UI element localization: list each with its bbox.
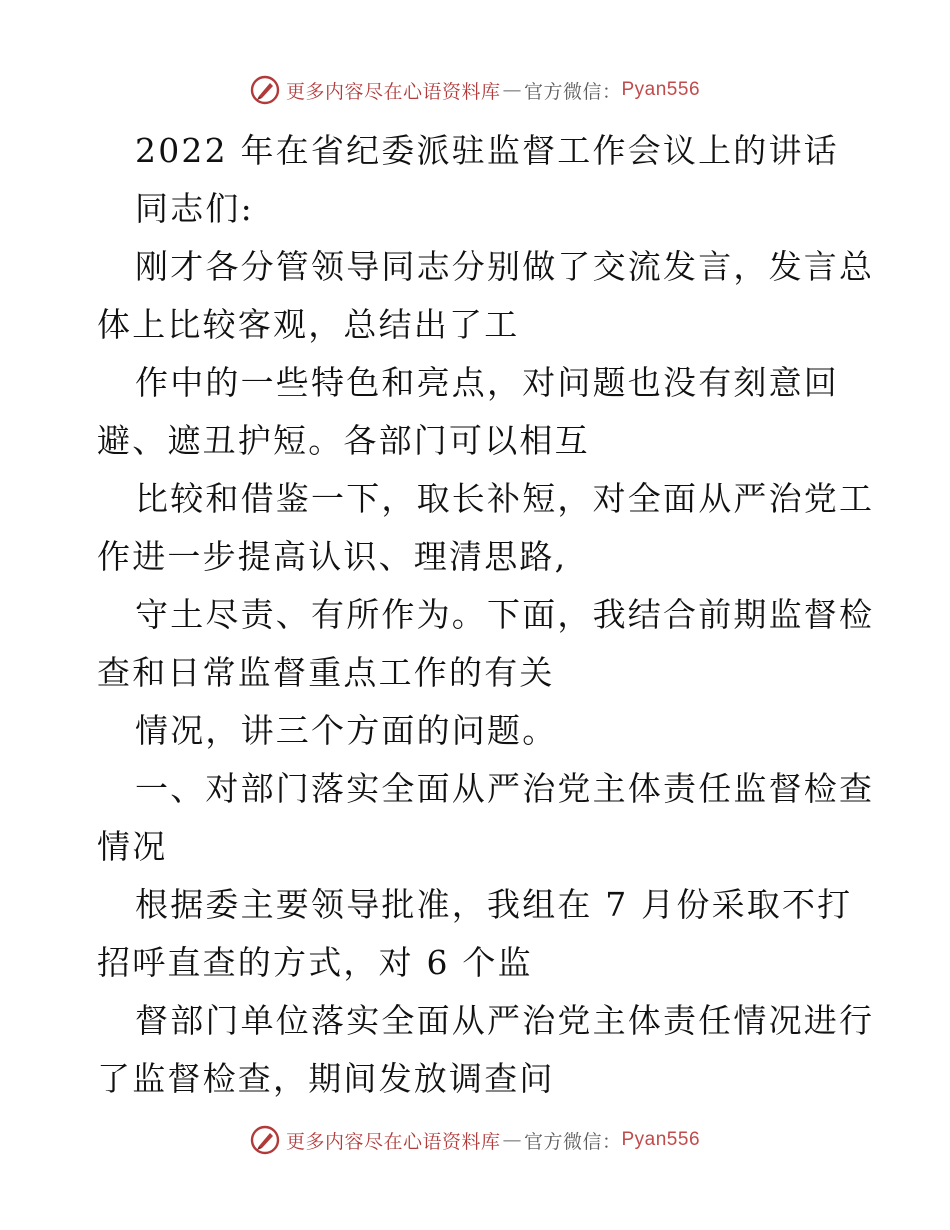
text-line: 督部门单位落实全面从严治党主体责任情况进行	[135, 1001, 875, 1040]
banner-official-text: 官方微信：	[523, 1130, 622, 1153]
text-line: 刚才各分管领导同志分别做了交流发言，发言总	[135, 247, 875, 286]
text-line: 比较和借鉴一下，取长补短，对全面从严治党工	[135, 479, 875, 518]
banner-brand-text: 更多内容尽在心语资料库	[285, 1130, 501, 1153]
text-line: 查和日常监督重点工作的有关	[97, 653, 555, 692]
footer-banner	[0, 1120, 950, 1160]
banner-wechat-id: Pyan556	[621, 1129, 701, 1150]
salutation: 同志们:	[135, 189, 254, 228]
text-line: 作中的一些特色和亮点，对问题也没有刻意回	[135, 363, 839, 402]
document-body	[97, 122, 875, 1108]
pen-logo-icon	[250, 1125, 280, 1155]
banner-separator: —	[502, 79, 522, 101]
text-line: 了监督检查，期间发放调查问	[97, 1059, 555, 1098]
text-line: 体上比较客观，总结出了工	[97, 305, 520, 344]
text-line: 守土尽责、有所作为。下面，我结合前期监督检	[135, 595, 875, 634]
text-line: 情况，讲三个方面的问题。	[135, 711, 558, 750]
pen-logo-icon	[250, 75, 280, 105]
banner-wechat-id: Pyan556	[621, 79, 701, 100]
text-line: 避、遮丑护短。各部门可以相互	[97, 421, 590, 460]
text-line: 作进一步提高认识、理清思路,	[97, 537, 568, 576]
section-heading-continued: 情况	[97, 827, 168, 866]
banner-separator: —	[502, 1129, 522, 1151]
section-heading: 一、对部门落实全面从严治党主体责任监督检查	[135, 769, 875, 808]
text-line: 招呼直查的方式，对 6 个监	[97, 943, 533, 982]
header-banner	[0, 70, 950, 110]
banner-official-text: 官方微信：	[523, 80, 622, 103]
banner-brand-text: 更多内容尽在心语资料库	[285, 80, 501, 103]
document-title: 2022 年在省纪委派驻监督工作会议上的讲话	[135, 131, 839, 170]
text-line: 根据委主要领导批准，我组在 7 月份采取不打	[135, 885, 853, 924]
